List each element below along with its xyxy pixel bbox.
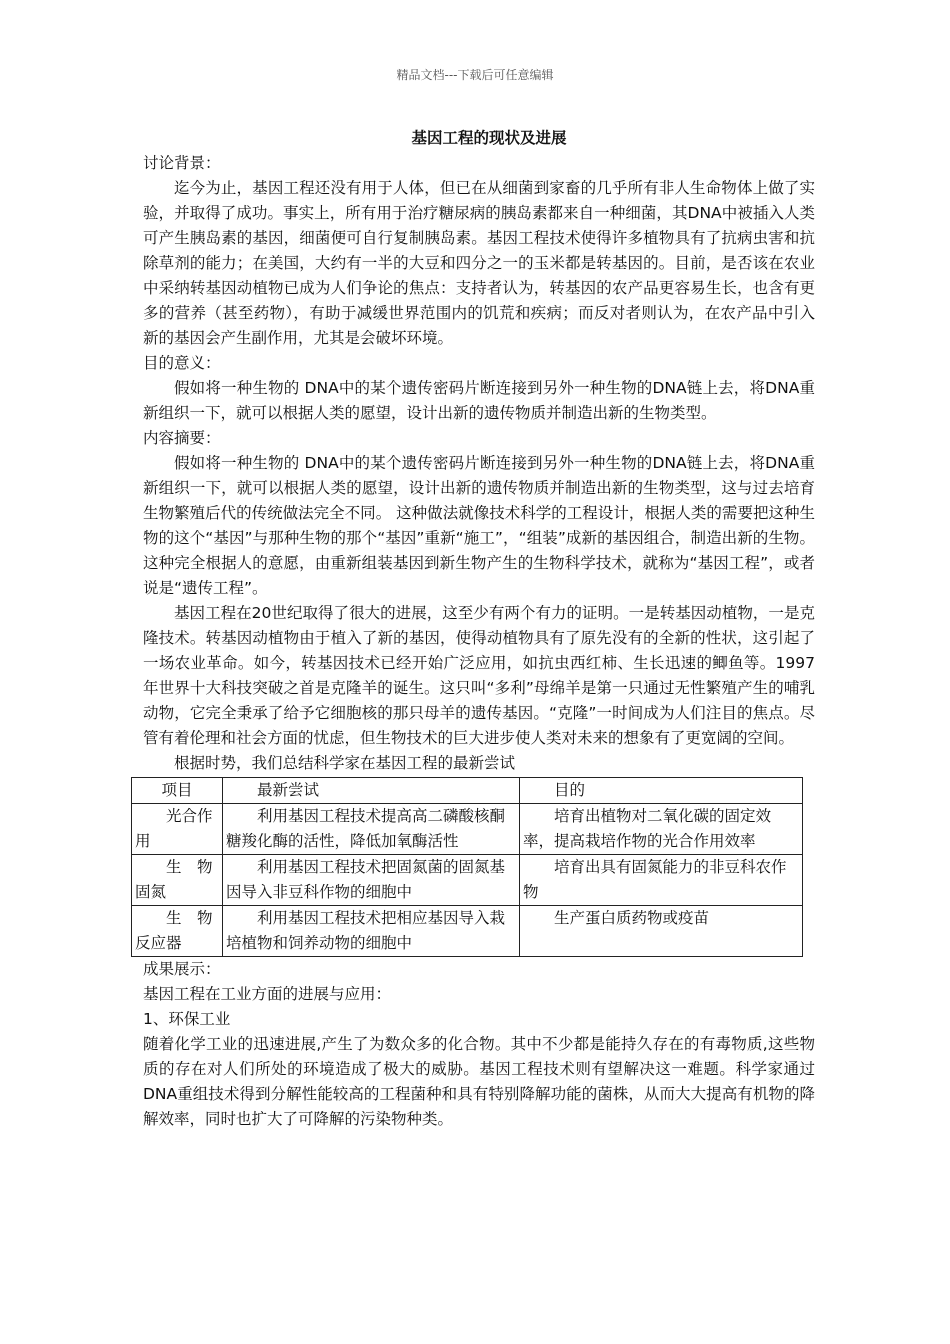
attempts-table — [131, 777, 803, 957]
table-cell-item: 光合作用 — [132, 804, 223, 855]
table-cell-purpose: 培育出具有固氮能力的非豆科农作物 — [520, 855, 803, 906]
table-header-row — [132, 778, 803, 804]
table-cell-attempt: 利用基因工程技术把相应基因导入栽培植物和饲养动物的细胞中 — [223, 906, 520, 957]
table-cell-item: 生 物固氮 — [132, 855, 223, 906]
table-header-purpose: 目的 — [520, 778, 803, 804]
results-label: 成果展示： — [143, 960, 221, 978]
background-label: 讨论背景： — [143, 154, 221, 172]
table-cell-attempt: 利用基因工程技术提高高二磷酸核酮糖羧化酶的活性，降低加氧酶活性 — [223, 804, 520, 855]
table-row — [132, 804, 803, 855]
results-item-title: 1、环保工业 — [143, 1010, 231, 1028]
table-header-attempt: 最新尝试 — [223, 778, 520, 804]
summary-paragraph-2: 基因工程在20世纪取得了很大的进展，这至少有两个有力的证明。一是转基因动植物，一是克隆技术。转基因动植物由于植入了新的基因，使得动植物具有了原先没有的全新的性状，这引起了一场农业革命。如今，转基因技术已经开始广泛应用，如抗虫西红柿、生长迅速的鲫鱼等。1997年世界十大科技突破之首是克隆羊的诞生。这只叫“多利”母绵羊是第一只通过无性繁殖产生的哺乳动物，它完全秉承了给予它细胞核的那只母羊的遗传基因。“克隆”一时间成为人们注目的焦点。尽管有着伦理和社会方面的忧虑，但生物技术的巨大进步使人类对未来的想象有了更宽阔的空间。 — [143, 604, 815, 747]
purpose-label: 目的意义： — [143, 354, 221, 372]
page-header: 精品文档---下载后可任意编辑 — [396, 68, 554, 82]
summary-label: 内容摘要： — [143, 429, 221, 447]
table-cell-item: 生 物反应器 — [132, 906, 223, 957]
table-caption: 根据时势，我们总结科学家在基因工程的最新尝试 — [174, 754, 516, 772]
document-body — [135, 126, 815, 1132]
summary-paragraph-1: 假如将一种生物的 DNA中的某个遗传密码片断连接到另外一种生物的DNA链上去，将DNA重新组织一下，就可以根据人类的愿望，设计出新的遗传物质并制造出新的生物类型，这与过去培育生物繁殖后代的传统做法完全不同。 这种做法就像技术科学的工程设计，根据人类的需要把这种生物的这个“基因”与那种生物的那个“基因”重新“施工”，“组装”成新的基因组合，制造出新的生物。这种完全根据人的意愿，由重新组装基因到新生物产生的生物科学技术，就称为“基因工程”，或者说是“遗传工程”。 — [143, 454, 815, 597]
purpose-paragraph: 假如将一种生物的 DNA中的某个遗传密码片断连接到另外一种生物的DNA链上去，将DNA重新组织一下，就可以根据人类的愿望，设计出新的遗传物质并制造出新的生物类型。 — [143, 379, 815, 422]
table-cell-purpose: 培育出植物对二氧化碳的固定效率，提高栽培作物的光合作用效率 — [520, 804, 803, 855]
table-cell-attempt: 利用基因工程技术把固氮菌的固氮基因导入非豆科作物的细胞中 — [223, 855, 520, 906]
table-row — [132, 906, 803, 957]
table-row — [132, 855, 803, 906]
table-header-item: 项目 — [132, 778, 223, 804]
document-title: 基因工程的现状及进展 — [411, 129, 567, 147]
background-paragraph: 迄今为止，基因工程还没有用于人体，但已在从细菌到家畜的几乎所有非人生命物体上做了实验，并取得了成功。事实上，所有用于治疗糖尿病的胰岛素都来自一种细菌，其DNA中被插入人类可产生胰岛素的基因，细菌便可自行复制胰岛素。基因工程技术使得许多植物具有了抗病虫害和抗除草剂的能力；在美国，大约有一半的大豆和四分之一的玉米都是转基因的。目前，是否该在农业中采纳转基因动植物已成为人们争论的焦点：支持者认为，转基因的农产品更容易生长，也含有更多的营养（甚至药物），有助于减缓世界范围内的饥荒和疾病；而反对者则认为，在农产品中引入新的基因会产生副作用，尤其是会破坏环境。 — [143, 179, 815, 347]
results-item-paragraph: 随着化学工业的迅速进展,产生了为数众多的化合物。其中不少都是能持久存在的有毒物质,这些物质的存在对人们所处的环境造成了极大的威胁。基因工程技术则有望解决这一难题。科学家通过DNA重组技术得到分解性能较高的工程菌种和具有特别降解功能的菌株，从而大大提高有机物的降解效率，同时也扩大了可降解的污染物种类。 — [143, 1035, 815, 1128]
results-subtitle: 基因工程在工业方面的进展与应用： — [143, 985, 392, 1003]
table-cell-purpose: 生产蛋白质药物或疫苗 — [520, 906, 803, 957]
